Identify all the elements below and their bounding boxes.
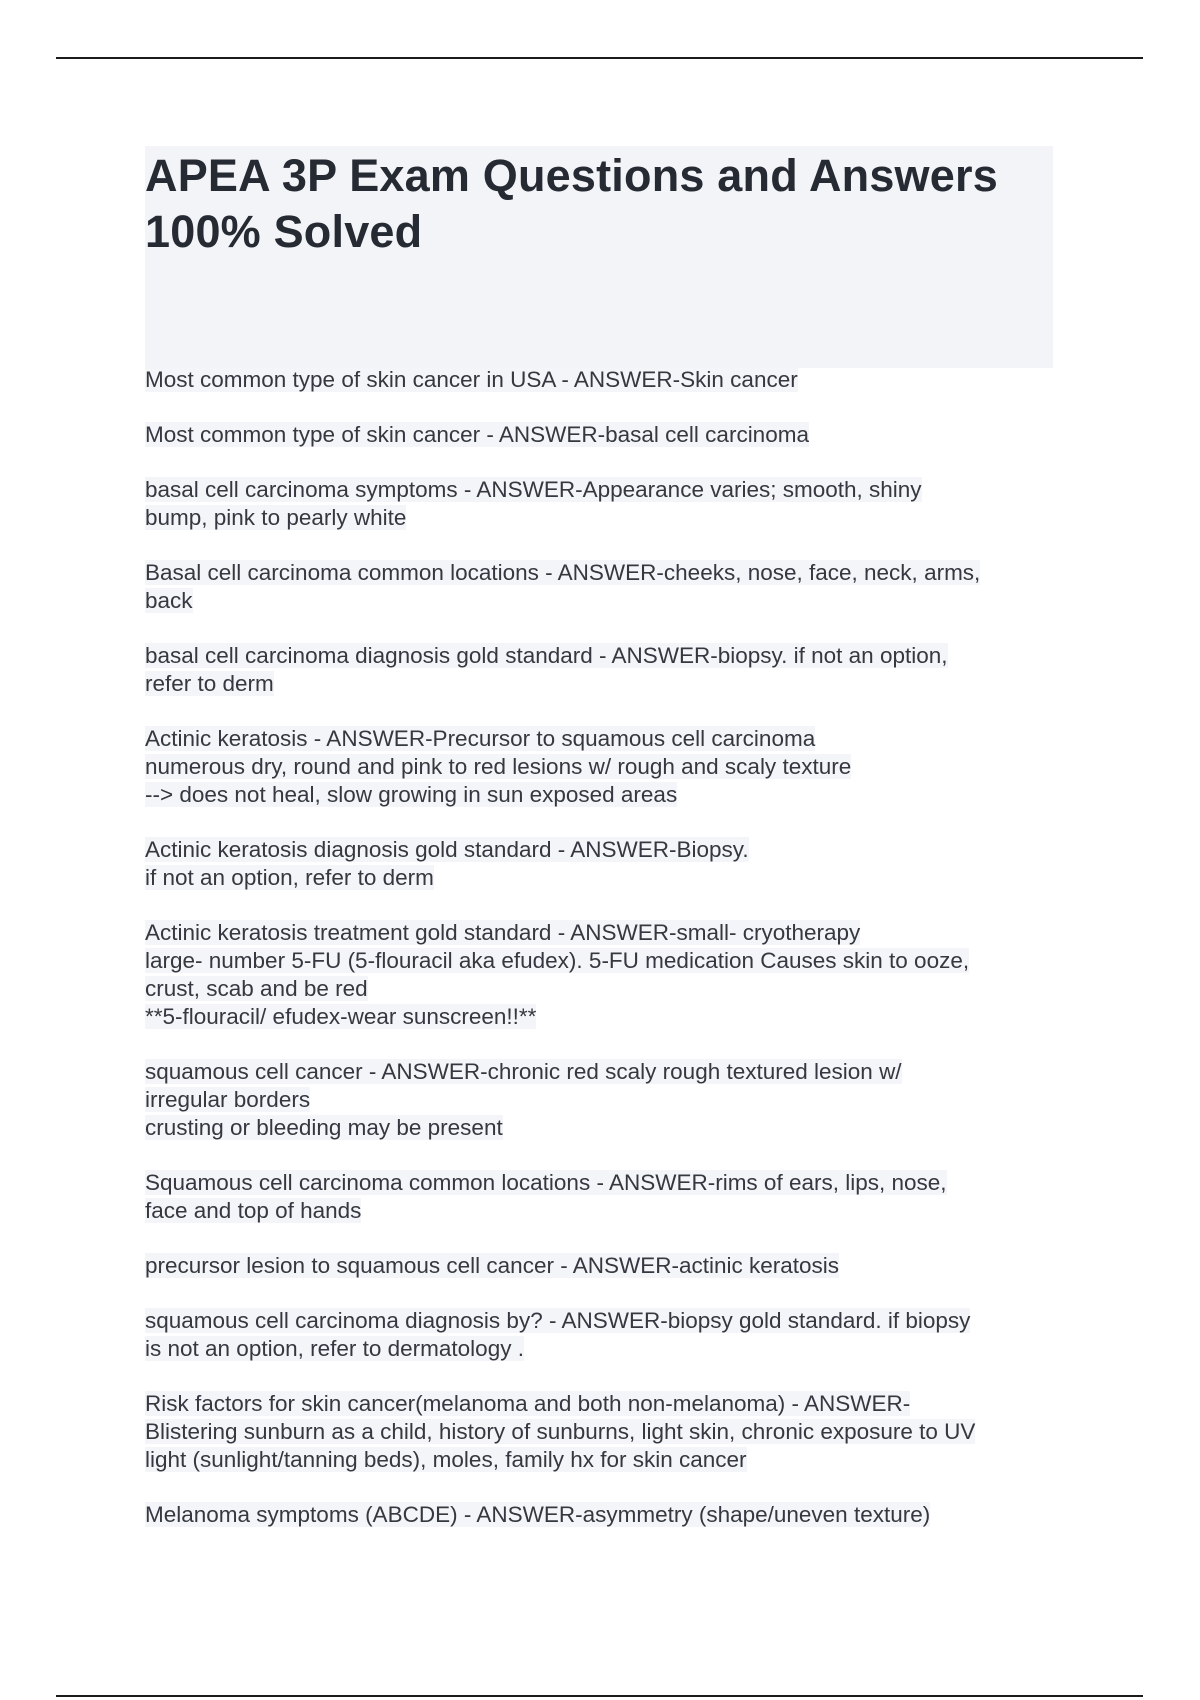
- qa-line: [145, 587, 1065, 615]
- qa-text: large- number 5-FU (5-flouracil aka efudex). 5-FU medication Causes skin to ooze,: [145, 948, 970, 973]
- qa-text: crusting or bleeding may be present: [145, 1115, 503, 1140]
- qa-text: is not an option, refer to dermatology .: [145, 1336, 524, 1361]
- qa-entry: [145, 642, 1065, 698]
- qa-line: [145, 1086, 1065, 1114]
- qa-entry: [145, 1307, 1065, 1363]
- qa-line: [145, 1197, 1065, 1225]
- qa-text: Actinic keratosis treatment gold standard - ANSWER-small- cryotherapy: [145, 920, 861, 945]
- qa-line: [145, 864, 1065, 892]
- qa-line: [145, 1446, 1065, 1474]
- qa-line: [145, 919, 1065, 947]
- qa-line: [145, 753, 1065, 781]
- qa-text: back: [145, 588, 193, 613]
- qa-line: [145, 947, 1065, 975]
- qa-line: [145, 1252, 1065, 1280]
- qa-line: [145, 559, 1065, 587]
- qa-line: [145, 1501, 1065, 1529]
- qa-line: [145, 1003, 1065, 1031]
- qa-line: [145, 504, 1065, 532]
- title-block: [145, 146, 1053, 368]
- qa-text: squamous cell carcinoma diagnosis by? - ANSWER-biopsy gold standard. if biopsy: [145, 1308, 971, 1333]
- qa-text: precursor lesion to squamous cell cancer - ANSWER-actinic keratosis: [145, 1253, 840, 1278]
- qa-text: basal cell carcinoma symptoms - ANSWER-Appearance varies; smooth, shiny: [145, 477, 922, 502]
- qa-text: Blistering sunburn as a child, history of sunburns, light skin, chronic exposure to UV: [145, 1419, 976, 1444]
- qa-text: numerous dry, round and pink to red lesions w/ rough and scaly texture: [145, 754, 852, 779]
- qa-list: [145, 366, 1065, 1556]
- qa-line: [145, 476, 1065, 504]
- qa-text: Actinic keratosis - ANSWER-Precursor to squamous cell carcinoma: [145, 726, 816, 751]
- qa-entry: [145, 725, 1065, 809]
- qa-text: bump, pink to pearly white: [145, 505, 407, 530]
- footer-rule: [56, 1695, 1143, 1697]
- qa-entry: [145, 366, 1065, 394]
- qa-entry: [145, 476, 1065, 532]
- qa-line: [145, 366, 1065, 394]
- qa-line: [145, 1390, 1065, 1418]
- qa-line: [145, 1114, 1065, 1142]
- qa-text: basal cell carcinoma diagnosis gold standard - ANSWER-biopsy. if not an option,: [145, 643, 948, 668]
- qa-line: [145, 1169, 1065, 1197]
- qa-text: light (sunlight/tanning beds), moles, family hx for skin cancer: [145, 1447, 747, 1472]
- qa-text: refer to derm: [145, 671, 274, 696]
- qa-entry: [145, 1252, 1065, 1280]
- qa-line: [145, 642, 1065, 670]
- qa-line: [145, 1335, 1065, 1363]
- qa-entry: [145, 1390, 1065, 1474]
- qa-text: Most common type of skin cancer - ANSWER-basal cell carcinoma: [145, 422, 809, 447]
- qa-entry: [145, 421, 1065, 449]
- qa-text: crust, scab and be red: [145, 976, 368, 1001]
- qa-entry: [145, 559, 1065, 615]
- qa-text: --> does not heal, slow growing in sun exposed areas: [145, 782, 678, 807]
- qa-entry: [145, 1501, 1065, 1529]
- qa-text: face and top of hands: [145, 1198, 362, 1223]
- qa-line: [145, 836, 1065, 864]
- title-line: APEA 3P Exam Questions and Answers: [145, 150, 998, 201]
- document-title: [145, 146, 1053, 260]
- qa-text: **5-flouracil/ efudex-wear sunscreen!!**: [145, 1004, 537, 1029]
- qa-line: [145, 1058, 1065, 1086]
- header-rule: [56, 57, 1143, 59]
- qa-entry: [145, 919, 1065, 1031]
- qa-entry: [145, 836, 1065, 892]
- qa-entry: [145, 1058, 1065, 1142]
- qa-text: Actinic keratosis diagnosis gold standard - ANSWER-Biopsy.: [145, 837, 749, 862]
- qa-line: [145, 781, 1065, 809]
- qa-text: Basal cell carcinoma common locations - ANSWER-cheeks, nose, face, neck, arms,: [145, 560, 981, 585]
- title-line: 100% Solved: [145, 206, 423, 257]
- qa-text: squamous cell cancer - ANSWER-chronic red scaly rough textured lesion w/: [145, 1059, 902, 1084]
- qa-line: [145, 1307, 1065, 1335]
- qa-entry: [145, 1169, 1065, 1225]
- qa-line: [145, 725, 1065, 753]
- qa-text: if not an option, refer to derm: [145, 865, 434, 890]
- qa-line: [145, 670, 1065, 698]
- qa-line: [145, 421, 1065, 449]
- qa-text: Squamous cell carcinoma common locations - ANSWER-rims of ears, lips, nose,: [145, 1170, 947, 1195]
- qa-line: [145, 1418, 1065, 1446]
- qa-text: Melanoma symptoms (ABCDE) - ANSWER-asymmetry (shape/uneven texture): [145, 1502, 931, 1527]
- qa-text: Risk factors for skin cancer(melanoma and both non-melanoma) - ANSWER-: [145, 1391, 911, 1416]
- qa-line: [145, 975, 1065, 1003]
- qa-text: irregular borders: [145, 1087, 311, 1112]
- qa-text: Most common type of skin cancer in USA - ANSWER-Skin cancer: [145, 367, 798, 392]
